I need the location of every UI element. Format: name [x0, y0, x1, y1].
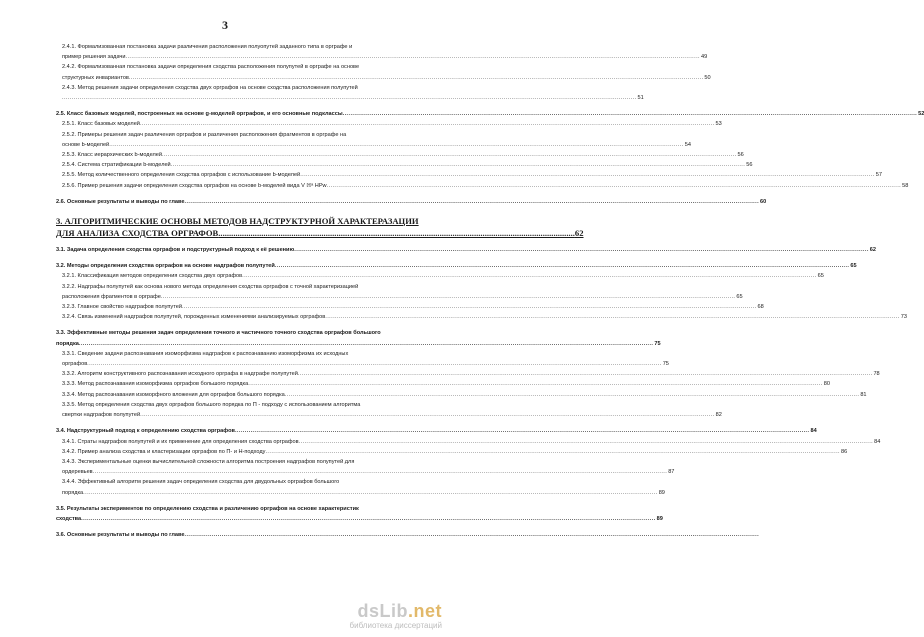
- toc-entry[interactable]: [56, 530, 430, 540]
- toc-entry[interactable]: [56, 302, 764, 312]
- toc-entry[interactable]: [56, 42, 430, 52]
- toc-entry[interactable]: [56, 52, 708, 62]
- toc-leader: [300, 170, 875, 180]
- toc-entry-title: структурных инвариантов: [62, 74, 129, 81]
- toc-entry[interactable]: [56, 245, 877, 255]
- toc-entry[interactable]: [56, 504, 430, 514]
- toc-entry-page: 86: [840, 448, 848, 455]
- toc-leader: [83, 488, 658, 498]
- toc-entry[interactable]: [56, 410, 722, 420]
- toc-entry[interactable]: [56, 140, 691, 150]
- toc-entry[interactable]: [56, 457, 430, 467]
- chapter-3-title-line2-row: [56, 227, 584, 239]
- toc-leader: [125, 52, 700, 62]
- toc-entry[interactable]: [56, 437, 881, 447]
- toc-entry[interactable]: [56, 328, 430, 338]
- toc-entry-page: 81: [860, 391, 867, 398]
- toc-entry[interactable]: [56, 93, 644, 103]
- toc-block-chapter-3: [56, 245, 908, 540]
- toc-entry-title: 3.3.2. Алгоритм конструктивного распознавания исходного орграфа в надграфе полупутей: [62, 371, 298, 378]
- toc-leader: [129, 73, 704, 83]
- toc-entry[interactable]: [56, 369, 880, 379]
- toc-entry-title: 3.3. Эффективные методы решения задач определения точного и частичного точного сходства орграфов большого: [56, 330, 381, 337]
- toc-leader: [93, 467, 668, 477]
- watermark: [322, 601, 442, 633]
- toc-entry-page: 62: [869, 247, 877, 254]
- toc-entry-title: 3.4.3. Экспериментальные оценки вычислительной сложности алгоритма построения надграфов полупутей для: [62, 458, 355, 465]
- toc-entry[interactable]: [56, 467, 675, 477]
- toc-entry-title: 3.2.3. Главное свойство надграфов полупутей: [62, 304, 182, 311]
- toc-entry-title: 3.4.1. Страты надграфов полупутей и их применение для определения сходства орграфов: [62, 438, 299, 445]
- toc-entry[interactable]: [56, 292, 743, 302]
- toc-entry[interactable]: [56, 477, 430, 487]
- toc-entry[interactable]: [56, 488, 665, 498]
- toc-leader: [327, 181, 902, 191]
- toc-entry-page: 58: [902, 182, 909, 189]
- toc-entry-page: 49: [701, 54, 708, 61]
- toc-leader: [185, 197, 760, 207]
- toc-entry-title: 2.5.4. Система стратификации b-моделей: [62, 162, 171, 169]
- toc-entry-title: 3.3.1. Сведение задачи распознавания изоморфизма надграфов к распознаванию изоморфизма их исходных: [62, 350, 349, 357]
- toc-entry[interactable]: [56, 62, 430, 72]
- toc-entry[interactable]: [56, 83, 430, 93]
- toc-entry-title: 3.4.2. Пример анализа сходства и кластеризации орграфов по П- и Н-подходу: [62, 448, 266, 455]
- toc-entry-page: 89: [656, 515, 663, 522]
- toc-leader: [265, 447, 840, 457]
- toc-entry[interactable]: [56, 181, 909, 191]
- toc-entry-title: свертки надграфов полупутей: [62, 412, 141, 419]
- toc-entry-page: 75: [654, 340, 661, 347]
- toc-leader: [325, 312, 900, 322]
- toc-entry-title: 2.5. Класс базовых моделей, построенных на основе g-моделей орграфов, и его основные подклассы: [56, 111, 343, 118]
- toc-entry[interactable]: [56, 73, 711, 83]
- toc-entry-title: порядка: [62, 489, 84, 496]
- toc-entry-title: 3.2. Методы определения сходства орграфов на основе надграфов полупутей: [56, 263, 275, 270]
- toc-entry-page: 82: [715, 412, 722, 419]
- toc-leader: [298, 369, 873, 379]
- chapter-3-title-line1: 3. АЛГОРИТМИЧЕСКИЕ ОСНОВЫ МЕТОДОВ НАДСТРУКТУРНОЙ ХАРАКТЕРАЗАЦИИ: [56, 216, 419, 227]
- toc-leader: [299, 437, 874, 447]
- toc-entry-title: 3.4. Надструктурный подход к определению сходства орграфов: [56, 428, 235, 435]
- toc-leader: [294, 245, 869, 255]
- toc-leader: [218, 227, 575, 239]
- toc-entry[interactable]: [56, 359, 669, 369]
- toc-entry-title: 2.4.2. Формализованная постановка задачи определения сходства расположения полупутей в орграфе на основе: [62, 64, 360, 71]
- toc-leader: [235, 426, 810, 436]
- toc-entry-title: сходства: [56, 515, 82, 522]
- toc-entry-page: 89: [658, 489, 665, 496]
- toc-entry-page: 65: [850, 263, 857, 270]
- toc-entry-page: 60: [760, 198, 767, 205]
- toc-entry[interactable]: [56, 447, 848, 457]
- toc-leader: [343, 109, 918, 119]
- toc-entry-title: 3.3.5. Метод определения сходства двух орграфов большого порядка по П - подходу с использованием алгоритма: [62, 401, 361, 408]
- toc-entry[interactable]: [56, 349, 430, 359]
- toc-entry-title: 2.4.3. Метод решения задачи определения сходства двух орграфов на основе сходства расположения полупутей: [62, 84, 358, 91]
- toc-entry[interactable]: [56, 150, 744, 160]
- toc-entry-title: 2.5.2. Примеры решения задач различения орграфов и различения расположения фрагментов в орграфе на: [62, 131, 347, 138]
- toc-entry-page: 57: [875, 172, 882, 179]
- toc-leader: [109, 140, 684, 150]
- toc-leader: [140, 410, 715, 420]
- toc-entry[interactable]: [56, 109, 924, 119]
- chapter-3-heading[interactable]: [56, 215, 584, 239]
- toc-entry-title: ордеревьев: [62, 469, 93, 476]
- toc-leader: [275, 261, 850, 271]
- toc-leader: [62, 93, 637, 103]
- toc-entry-title: 2.5.1. Класс базовых моделей: [62, 121, 140, 128]
- toc-entry-page: 75: [662, 361, 669, 368]
- toc-entry[interactable]: [56, 390, 867, 400]
- toc-entry-title: 3.2.1. Классификация методов определения сходства двух орграфов: [62, 273, 243, 280]
- toc-entry-page: 87: [668, 469, 675, 476]
- toc-entry-page: 80: [823, 381, 830, 388]
- toc-entry-page: 53: [715, 121, 722, 128]
- toc-entry-title: 3.3.3. Метод распознавания изоморфизма орграфов большого порядка: [62, 381, 249, 388]
- page-number: 3: [222, 18, 228, 32]
- toc-leader: [162, 150, 737, 160]
- toc-entry-title: пример решения задачи: [62, 54, 126, 61]
- toc-leader: [285, 390, 860, 400]
- watermark-subtitle: библиотека диссертаций: [349, 621, 442, 630]
- toc-entry-page: 50: [704, 74, 711, 81]
- toc-leader: [87, 359, 662, 369]
- toc-entry-title: 2.6. Основные результаты и выводы по главе: [56, 198, 185, 205]
- toc-leader: [171, 160, 746, 170]
- toc-entry[interactable]: [56, 312, 908, 322]
- toc-entry-title: 3.2.4. Связь изменений надграфов полупутей, порожденных изменениями анализируемых орграфов: [62, 314, 326, 321]
- toc-entry-title: 3.5. Результаты экспериментов по определению сходства и различению орграфов на основе характеристик: [56, 505, 359, 512]
- toc-block-chapter-2: [56, 42, 924, 207]
- toc-leader: [161, 292, 736, 302]
- toc-entry-page: 52: [918, 111, 924, 118]
- toc-entry-page: 54: [684, 141, 691, 148]
- toc-entry[interactable]: [56, 271, 824, 281]
- toc-entry[interactable]: [56, 514, 663, 524]
- toc-entry[interactable]: [56, 339, 661, 349]
- watermark-logo: dsLib.net: [357, 601, 442, 621]
- chapter-3-title-line2: ДЛЯ АНАЛИЗА СХОДСТВА ОРГРАФОВ: [56, 228, 219, 239]
- toc-leader: [79, 339, 654, 349]
- toc-entry-title: 3.3.4. Метод распознавания изоморфного вложения для орграфов большого порядка: [62, 391, 285, 398]
- toc-entry-page: 68: [757, 304, 764, 311]
- toc-entry[interactable]: [56, 379, 830, 389]
- toc-leader: [248, 379, 823, 389]
- toc-entry[interactable]: [56, 160, 753, 170]
- table-of-contents: [56, 42, 924, 540]
- toc-entry-page: 84: [874, 438, 881, 445]
- toc-entry-title: орграфов: [62, 361, 88, 368]
- toc-entry[interactable]: [56, 282, 430, 292]
- toc-entry[interactable]: [56, 170, 882, 180]
- toc-entry-title: 2.5.5. Метод количественного определения сходства орграфов с использование b-моделей: [62, 172, 301, 179]
- toc-entry[interactable]: [56, 261, 857, 271]
- toc-entry-title: 2.5.6. Пример решения задачи определения сходства орграфов на основе b-моделей вида V ℍᵃ HPw: [62, 182, 327, 189]
- toc-entry-title: 2.4.1. Формализованная постановка задачи различения расположения полуопутей заданного типа в орграфе и: [62, 44, 353, 50]
- toc-entry-title: основе b-моделей: [62, 141, 110, 148]
- toc-leader: [242, 271, 817, 281]
- toc-leader: [81, 514, 656, 524]
- toc-leader: [140, 119, 715, 129]
- toc-entry[interactable]: [56, 400, 430, 410]
- chapter-3-page: 62: [574, 228, 584, 239]
- toc-entry-page: 51: [637, 95, 644, 102]
- toc-entry-page: 65: [736, 293, 743, 300]
- toc-entry-page: 65: [817, 273, 824, 280]
- toc-entry-title: 3.2.2. Надграфы полупутей как основа нового метода определения сходства орграфов с точной характеризацией: [62, 283, 359, 290]
- toc-entry-title: 2.5.3. Класс иерархических b-моделей: [62, 152, 162, 159]
- toc-entry-page: 84: [810, 428, 817, 435]
- toc-entry[interactable]: [56, 426, 817, 436]
- toc-entry-page: 56: [746, 162, 753, 169]
- toc-entry[interactable]: [56, 197, 767, 207]
- toc-entry-page: 78: [873, 371, 880, 378]
- toc-entry[interactable]: [56, 119, 722, 129]
- toc-entry-title: расположения фрагментов в орграфе: [62, 293, 161, 300]
- toc-leader: [185, 530, 265, 540]
- toc-entry-title: 3.4.4. Эффективный алгоритм решения задач определения сходства для двудольных орграфов большого: [62, 479, 340, 486]
- toc-entry-title: 3.1. Задача определения сходства орграфов и подструктурный подход к её решению: [56, 247, 295, 254]
- toc-entry-page: 56: [737, 152, 744, 159]
- toc-entry-title: 3.6. Основные результаты и выводы по главе: [56, 532, 185, 539]
- toc-entry[interactable]: [56, 130, 430, 140]
- toc-entry-page: 73: [900, 314, 908, 321]
- toc-entry-title: порядка: [56, 340, 79, 347]
- toc-leader: [182, 302, 757, 312]
